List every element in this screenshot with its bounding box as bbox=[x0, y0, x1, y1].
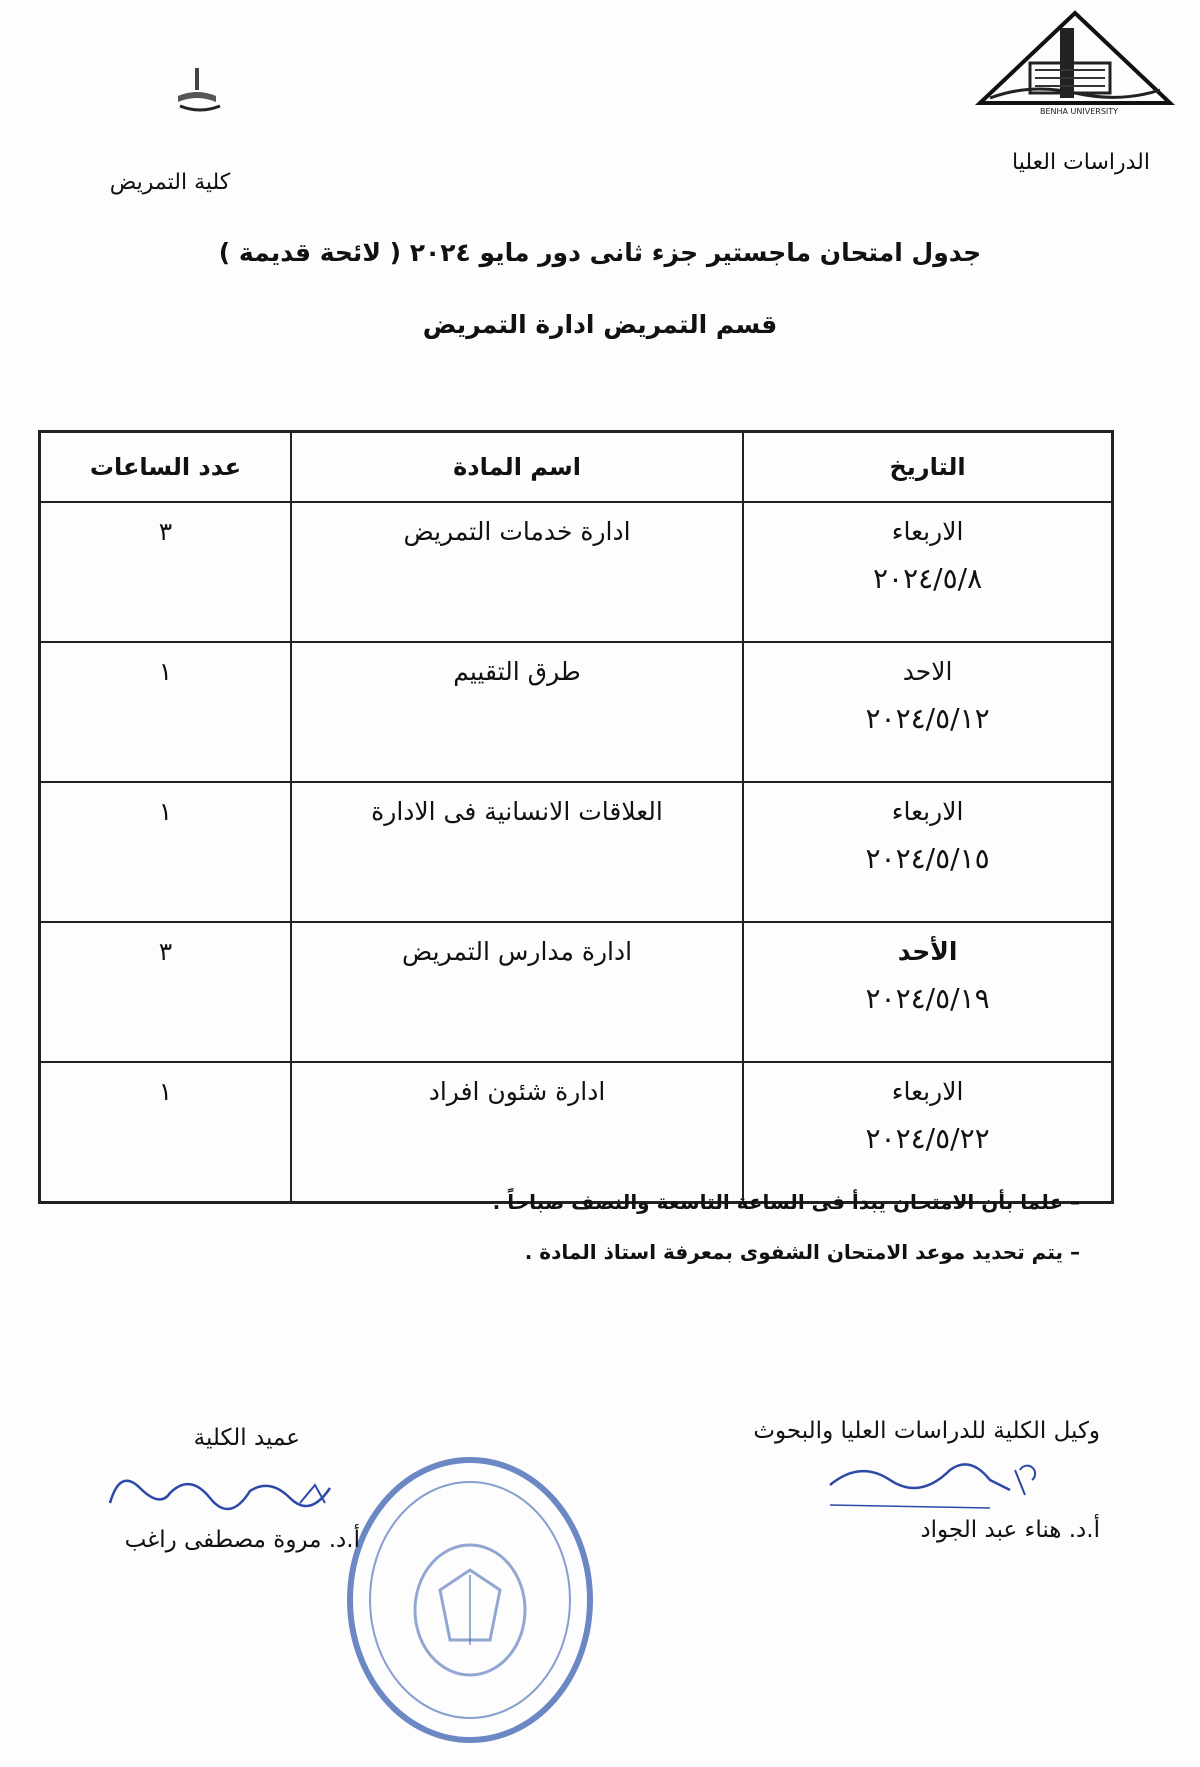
logo-lettering: BENHA UNIVERSITY bbox=[1040, 107, 1119, 116]
exam-date: ٢٠٢٤/٥/١٥ bbox=[865, 842, 990, 875]
date-cell bbox=[743, 782, 1112, 922]
faculty-name-label: كلية التمريض bbox=[109, 170, 231, 195]
vice-dean-title: وكيل الكلية للدراسات العليا والبحوث bbox=[753, 1418, 1100, 1444]
official-stamp bbox=[340, 1450, 600, 1750]
date-cell bbox=[743, 922, 1112, 1062]
hours-cell: ١ bbox=[40, 782, 291, 922]
page-title: جدول امتحان ماجستير جزء ثانى دور مايو ٢٠٢٤ ( لائحة قديمة ) bbox=[218, 238, 982, 267]
hours-cell: ٣ bbox=[40, 922, 291, 1062]
subject-cell: ادارة شئون افراد bbox=[291, 1062, 743, 1203]
date-cell bbox=[743, 642, 1112, 782]
day-name: الاربعاء bbox=[891, 797, 964, 826]
table-row bbox=[40, 922, 1113, 1062]
subject-cell: طرق التقييم bbox=[291, 642, 743, 782]
department-subtitle: قسم التمريض ادارة التمريض bbox=[422, 310, 778, 339]
table-row bbox=[40, 502, 1113, 642]
table-row bbox=[40, 1062, 1113, 1203]
exam-date: ٢٠٢٤/٥/٨ bbox=[873, 562, 983, 595]
exam-date: ٢٠٢٤/٥/١٩ bbox=[865, 982, 990, 1015]
note-start-time: – علما بأن الامتحان يبدأ فى الساعة التاسعة والنصف صباحاً . bbox=[492, 1190, 1080, 1214]
subject-cell: ادارة خدمات التمريض bbox=[291, 502, 743, 642]
subject-cell: العلاقات الانسانية فى الادارة bbox=[291, 782, 743, 922]
vice-dean-name: أ.د. هناء عبد الجواد bbox=[920, 1517, 1100, 1543]
faculty-logo bbox=[60, 18, 240, 138]
vice-dean-signature bbox=[820, 1450, 1050, 1510]
day-name: الأحد bbox=[897, 937, 958, 966]
exam-date: ٢٠٢٤/٥/١٢ bbox=[865, 702, 990, 735]
date-column-header: التاريخ bbox=[743, 432, 1112, 503]
dean-title: عميد الكلية bbox=[193, 1425, 300, 1451]
day-name: الاربعاء bbox=[891, 1077, 964, 1106]
date-cell bbox=[743, 1062, 1112, 1203]
day-name: الاربعاء bbox=[891, 517, 964, 546]
graduate-studies-label: الدراسات العليا bbox=[1012, 150, 1150, 175]
subject-column-header: اسم المادة bbox=[291, 432, 743, 503]
date-cell bbox=[743, 502, 1112, 642]
table-row bbox=[40, 642, 1113, 782]
logo-lettering: Benha Faculty of bbox=[135, 55, 171, 130]
dean-signature bbox=[100, 1463, 360, 1523]
dean-name: أ.د. مروة مصطفى راغب bbox=[124, 1527, 360, 1553]
table-header-row bbox=[40, 432, 1113, 503]
hours-cell: ١ bbox=[40, 642, 291, 782]
table-row bbox=[40, 782, 1113, 922]
subject-cell: ادارة مدارس التمريض bbox=[291, 922, 743, 1062]
university-logo bbox=[970, 8, 1180, 118]
exam-schedule-table bbox=[38, 430, 1114, 1204]
day-name: الاحد bbox=[902, 657, 953, 686]
hours-column-header: عدد الساعات bbox=[40, 432, 291, 503]
hours-cell: ١ bbox=[40, 1062, 291, 1203]
hours-cell: ٣ bbox=[40, 502, 291, 642]
exam-date: ٢٠٢٤/٥/٢٢ bbox=[865, 1122, 990, 1155]
note-oral-exam: – يتم تحديد موعد الامتحان الشفوى بمعرفة استاذ المادة . bbox=[524, 1240, 1080, 1264]
